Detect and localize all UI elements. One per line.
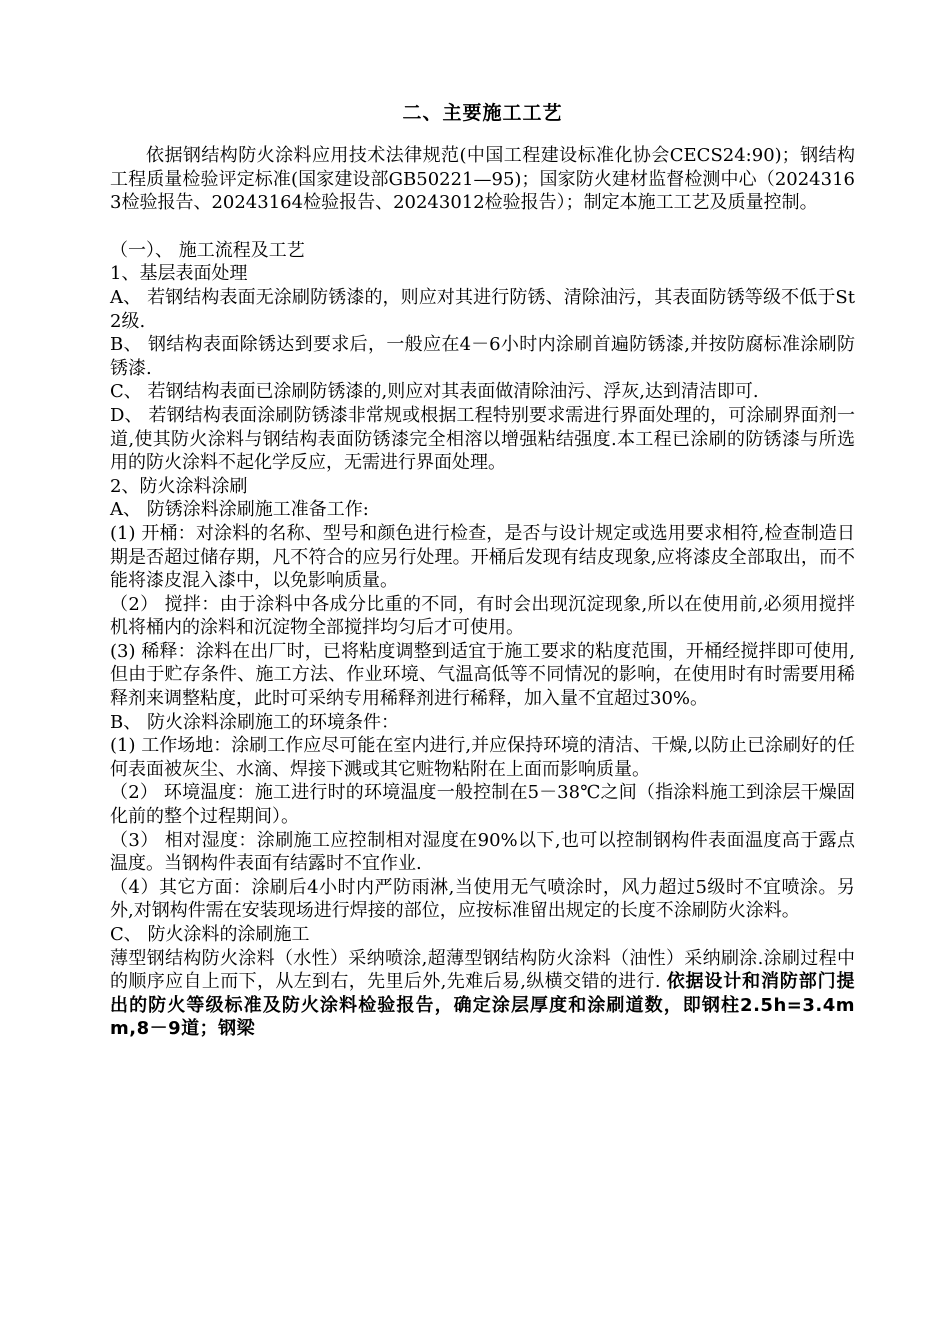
subsection-heading: 2、防火涂料涂刷 <box>110 475 248 497</box>
item-b2-1: (1) 工作场地：涂刷工作应尽可能在室内进行,并应保持环境的清洁、干燥,以防止已涂刷好的任何表面被灰尘、水滴、焊接下溅或其它赃物粘附在上面而影响质量。 <box>110 735 855 780</box>
item-b2-2: （2） 环境温度：施工进行时的环境温度一般控制在5－38℃之间（指涂料施工到涂层干燥固化前的整个过程期间）。 <box>110 782 855 828</box>
item-a1: A、 若钢结构表面无涂刷防锈漆的，则应对其进行防锈、清除油污，其表面防锈等级不低于St2级. <box>110 286 855 332</box>
subsection-heading: 1、基层表面处理 <box>110 263 248 285</box>
section-heading: （一）、 施工流程及工艺 <box>110 239 305 261</box>
item-c1: C、 若钢结构表面已涂刷防锈漆的,则应对其表面做清除油污、浮灰,达到清洁即可. <box>110 381 759 403</box>
item-a2-1: (1) 开桶：对涂料的名称、型号和颜色进行检查，是否与设计规定或选用要求相符,检查制造日期是否超过储存期，凡不符合的应另行处理。开桶后发现有结皮现象,应将漆皮全部取出，而不能将漆皮混入漆中，以免影响质量。 <box>110 522 855 592</box>
item-c2: C、 防火涂料的涂刷施工 <box>110 924 310 945</box>
item-a2-3: (3) 稀释：涂料在出厂时，已将粘度调整到适宜于施工要求的粘度范围，开桶经搅拌即可使用,但由于贮存条件、施工方法、作业环境、气温高低等不同情况的影响，在使用时有时需要用稀释剂来调整粘度，此时可采纳专用稀释剂进行稀释，加入量不宜超过30%。 <box>110 640 855 710</box>
item-c2-bold: 依据设计和消防部门提出的防火等级标准及防火涂料检验报告，确定涂层厚度和涂刷道数，即钢柱2.5h=3.4mm,8－9道；钢梁 <box>110 971 856 1040</box>
item-b2-4: （4）其它方面：涂刷后4小时内严防雨淋,当使用无气喷涂时，风力超过5级时不宜喷涂。另外,对钢构件需在安装现场进行焊接的部位，应按标准留出规定的长度不涂刷防火涂料。 <box>110 876 855 922</box>
item-c2-text <box>110 947 855 1041</box>
item-b1: B、 钢结构表面除锈达到要求后，一般应在4－6小时内涂刷首遍防锈漆,并按防腐标准涂刷防锈漆. <box>110 334 855 379</box>
intro-paragraph: 依据钢结构防火涂料应用技术法律规范(中国工程建设标准化协会CECS24:90)；钢结构工程质量检验评定标准(国家建设部GB50221—95)；国家防火建材监督检测中心（20243163检验报告、20243164检验报告、20243012检验报告）；制定本施工工艺及质量控制。 <box>110 145 855 214</box>
item-a2-2: （2） 搅拌：由于涂料中各成分比重的不同，有时会出现沉淀现象,所以在使用前,必须用搅拌机将桶内的涂料和沉淀物全部搅拌均匀后才可使用。 <box>110 593 855 639</box>
item-b2-3: （3） 相对湿度：涂刷施工应控制相对湿度在90%以下,也可以控制钢构件表面温度高于露点温度。当钢构件表面有结露时不宜作业. <box>110 829 855 875</box>
document-page <box>110 98 855 1041</box>
item-c2-normal: 薄型钢结构防火涂料（水性）采纳喷涂,超薄型钢结构防火涂料（油性）采纳刷涂.涂刷过程中的顺序应自上而下，从左到右，先里后外,先难后易,纵横交错的进行. <box>110 947 855 993</box>
paragraph-gap <box>110 215 855 239</box>
page-title: 二、主要施工工艺 <box>402 102 563 124</box>
item-a2: A、 防锈涂料涂刷施工准备工作: <box>110 499 369 521</box>
item-b2: B、 防火涂料涂刷施工的环境条件： <box>110 711 399 733</box>
item-d1: D、 若钢结构表面涂刷防锈漆非常规或根据工程特别要求需进行界面处理的，可涂刷界面剂一道,使其防火涂料与钢结构表面防锈漆完全相溶以增强粘结强度.本工程已涂刷的防锈漆与所选用的防火涂料不起化学反应，无需进行界面处理。 <box>110 404 855 474</box>
